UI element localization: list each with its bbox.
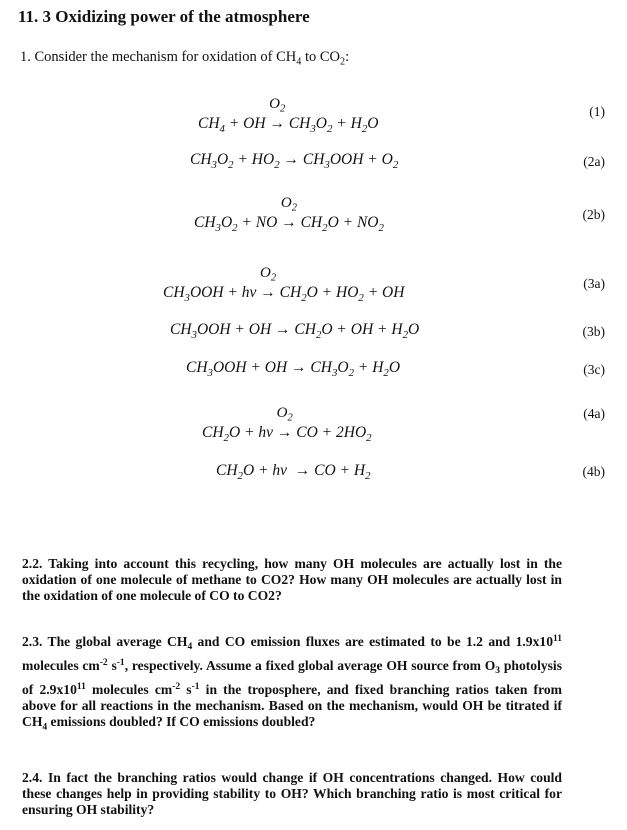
equation-3c: $CH_3OOH$ + OH → $CH_3O_2 + H_2O$ (186, 359, 401, 379)
question-2-2: 2.2. Taking into account this recycling, how many OH molecules are actually lost in the oxidation of one molecule of methane to CO2? How many OH molecules are actually lost in the oxidation of one molecule of CO to CO2? (22, 556, 562, 603)
equation-3a: $CH_3OOH$ + hv → $O_2$ $CH_2O + HO_2$ + OH (163, 265, 405, 304)
equation-2b: $CH_3O_2$ + NO → $O_2$ $CH_2O + NO_2$ (194, 195, 384, 234)
equation-number: (3b) (582, 324, 605, 339)
question-2-3: 2.3. The global average $CH_4$ and CO emission fluxes are estimated to be 1.2 and $1.9x10^{11}$ molecules $cm^{-2}$ $s^{-1}$, respectively. Assume a fixed global average OH source from $O_3$ photolysis of $2.9x10^{11}$ molecules $cm^{-2}$ $s^{-1}$ in the troposphere, and fixed branching ratios taken from above for all reactions in the mechanism. Based on the mechanism, would OH be titrated if $CH_4$ emissions doubled? If CO emissions doubled? (22, 633, 562, 733)
equation-number: (2a) (583, 154, 605, 169)
equation-number: (3a) (583, 276, 605, 291)
equation-2a: $CH_3O_2 + HO_2 \to CH_3OOH + O_2$ (190, 151, 399, 171)
section-title: 11. 3 Oxidizing power of the atmosphere (18, 7, 310, 26)
equation-number: (4a) (583, 406, 605, 421)
equation-4a: $CH_2O$ + hv → $O_2$ CO + $2HO_2$ (202, 405, 372, 444)
equation-number: (1) (589, 104, 605, 119)
equation-1: $CH_4$ + OH → $O_2$ $CH_3O_2 + H_2O$ (198, 96, 379, 135)
question-2-4: 2.4. In fact the branching ratios would change if OH concentrations changed. How could these changes help in providing stability to OH? Which branching ratio is most critical for ensuring OH stability? (22, 770, 562, 817)
equation-number: (2b) (582, 207, 605, 222)
equation-number: (3c) (583, 362, 605, 377)
question-1: 1. Consider the mechanism for oxidation of $CH_4$ to $CO_2$: (20, 49, 350, 68)
equation-number: (4b) (582, 464, 605, 479)
equation-4b: $CH_2O$ + hv → CO + $H_2$ (216, 462, 371, 482)
equation-3b: $CH_3OOH$ + OH → $CH_2O$ + OH + $H_2O$ (170, 321, 420, 341)
